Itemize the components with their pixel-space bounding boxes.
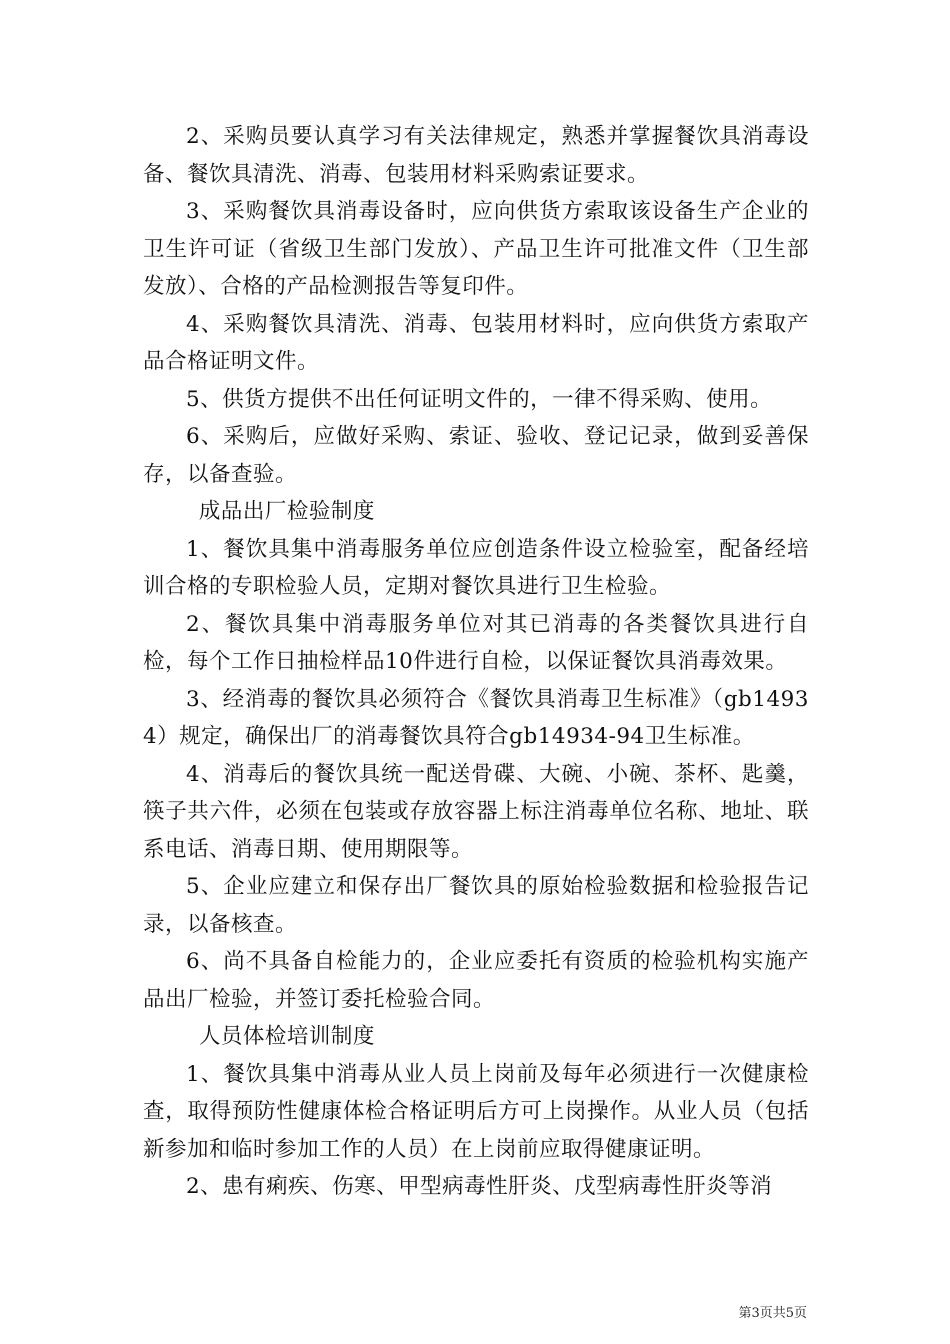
paragraph: 2、餐饮具集中消毒服务单位对其已消毒的各类餐饮具进行自检，每个工作日抽检样品10件进行自检，以保证餐饮具消毒效果。 — [143, 611, 809, 674]
section-heading: 人员体检培训制度 — [198, 1024, 375, 1049]
paragraph: 1、餐饮具集中消毒从业人员上岗前及每年必须进行一次健康检查，取得预防性健康体检合格证明后方可上岗操作。从业人员（包括新参加和临时参加工作的人员）在上岗前应取得健康证明。 — [143, 1061, 809, 1162]
paragraph: 6、采购后，应做好采购、索证、验收、登记记录，做到妥善保存，以备查验。 — [143, 424, 809, 487]
paragraph: 2、采购员要认真学习有关法律规定，熟悉并掌握餐饮具消毒设备、餐饮具清洗、消毒、包装用材料采购索证要求。 — [143, 124, 809, 187]
section-heading: 成品出厂检验制度 — [198, 499, 375, 524]
paragraph: 3、经消毒的餐饮具必须符合《餐饮具消毒卫生标准》（gb14934）规定，确保出厂的消毒餐饮具符合gb14934-94卫生标准。 — [143, 686, 809, 749]
paragraph: 2、患有痢疾、伤寒、甲型病毒性肝炎、戊型病毒性肝炎等消 — [186, 1174, 773, 1199]
paragraph: 4、采购餐饮具清洗、消毒、包装用材料时，应向供货方索取产品合格证明文件。 — [143, 311, 809, 374]
paragraph: 1、餐饮具集中消毒服务单位应创造条件设立检验室，配备经培训合格的专职检验人员，定期对餐饮具进行卫生检验。 — [143, 536, 809, 599]
document-body — [143, 118, 809, 1206]
paragraph: 6、尚不具备自检能力的，企业应委托有资质的检验机构实施产品出厂检验，并签订委托检验合同。 — [143, 949, 809, 1012]
page-number: 第3页共5页 — [738, 1306, 807, 1321]
paragraph: 3、采购餐饮具消毒设备时，应向供货方索取该设备生产企业的卫生许可证（省级卫生部门发放）、产品卫生许可批准文件（卫生部发放）、合格的产品检测报告等复印件。 — [143, 199, 809, 299]
paragraph: 4、消毒后的餐饮具统一配送骨碟、大碗、小碗、茶杯、匙羹，筷子共六件，必须在包装或存放容器上标注消毒单位名称、地址、联系电话、消毒日期、使用期限等。 — [143, 761, 809, 862]
paragraph: 5、供货方提供不出任何证明文件的，一律不得采购、使用。 — [186, 386, 773, 412]
paragraph: 5、企业应建立和保存出厂餐饮具的原始检验数据和检验报告记录，以备核查。 — [143, 874, 809, 937]
